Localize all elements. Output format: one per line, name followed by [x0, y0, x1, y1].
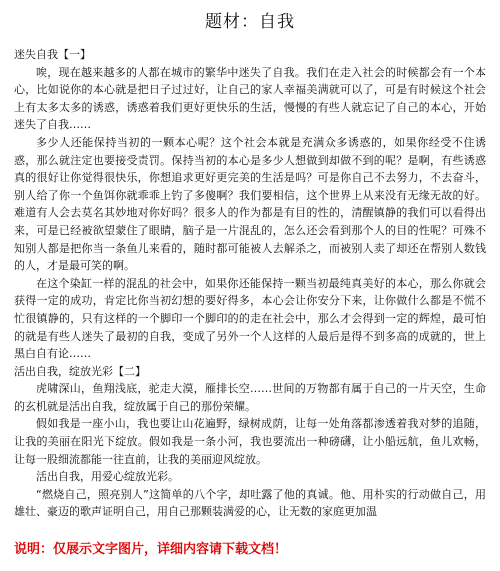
paragraph: 在这个染缸一样的混乱的社会中，如果你还能保持一颗当初最纯真美好的本心，那么你就会获得一定的成功，肯定比你当初幻想的要好得多，本心会让你安分下来，让你做什么都是不慌不忙很镇静的，只有这样的一个脚印一个脚印的的走在社会中，那么才会得到一定的辉煌，最可怕的就是有些人迷失了最初的自我，变成了另外一个人这样的人最后是得不到多高的成就的，世上黑白自有论…… [14, 276, 486, 361]
paragraph: 多少人还能保持当初的一颗本心呢？这个社会本就是充满众多诱惑的，如果你经受不住诱惑，那么就注定也要接受责罚。保持当初的本心是多少人想做到却做不到的呢？是啊，有些诱惑真的很好让你觉得很快乐，你想追求更好更完美的生活是吗？可是你自己不去努力，不去奋斗，别人给了你一个鱼饵你就乖乖上钓了多傻啊？我们要相信，这个世界上从来没有无缘无故的好。难道有人会去莫名其妙地对你好吗？很多人的作为都是有目的性的，清醒镇静的我们可以看得出来，可是已经被欲望蒙住了眼睛，脑子是一片混乱的，怎么还会看到那个人的目的性呢？可殊不知别人都是把你当一条鱼儿来看的，随时都可能被人去解杀之，而被别人卖了却还在帮别人数钱的人，才是最可笑的啊。 [14, 135, 486, 273]
paragraph: 唉，现在越来越多的人都在城市的繁华中迷失了自我。我们在走入社会的时候都会有一个本心，比如说你的本心就是把日子过过好，让自己的家人幸福美满就可以了，可是有时候这个社会上有太多太多的诱惑，诱惑着我们更好更快乐的生活，慢慢的有些人就忘记了自己的本心，开始迷失了自我…… [14, 65, 486, 132]
paragraph: 活出自我，用爱心绽放光彩。 [36, 470, 179, 484]
section-heading-1: 迷失自我【一】 [14, 48, 91, 61]
paragraph: 假如我是一座小山，我也要让山花遍野，绿树成荫，让每一处角落都渗透着我对梦的追随，让我的美丽在阳光下绽放。假如我是一条小河，我也要流出一种磅礴，让小船远航，鱼儿欢畅，让每一股细流都能一往直前，让我的美丽迎风绽放。 [14, 417, 486, 466]
section-heading-2: 活出自我，绽放光彩【二】 [14, 364, 146, 378]
paragraph: “燃烧自己，照亮别人”这简单的八个字，却吐露了他的真诚。他、用朴实的行动做自己，用雄壮、豪迈的歌声证明自己，用自己那颗装满爱的心，让无数的家庭更加温 [14, 487, 486, 519]
download-notice: 说明：仅展示文字图片，详细内容请下载文档！ [14, 542, 288, 557]
document-body [14, 46, 486, 521]
page-title: 题材：自我 [205, 12, 295, 32]
paragraph: 虎啸深山，鱼翔浅底，驼走大漠，雁排长空……世间的万物都有属于自己的一片天空，生命的玄机就是活出自我，绽放属于自己的那份荣耀。 [14, 382, 486, 413]
